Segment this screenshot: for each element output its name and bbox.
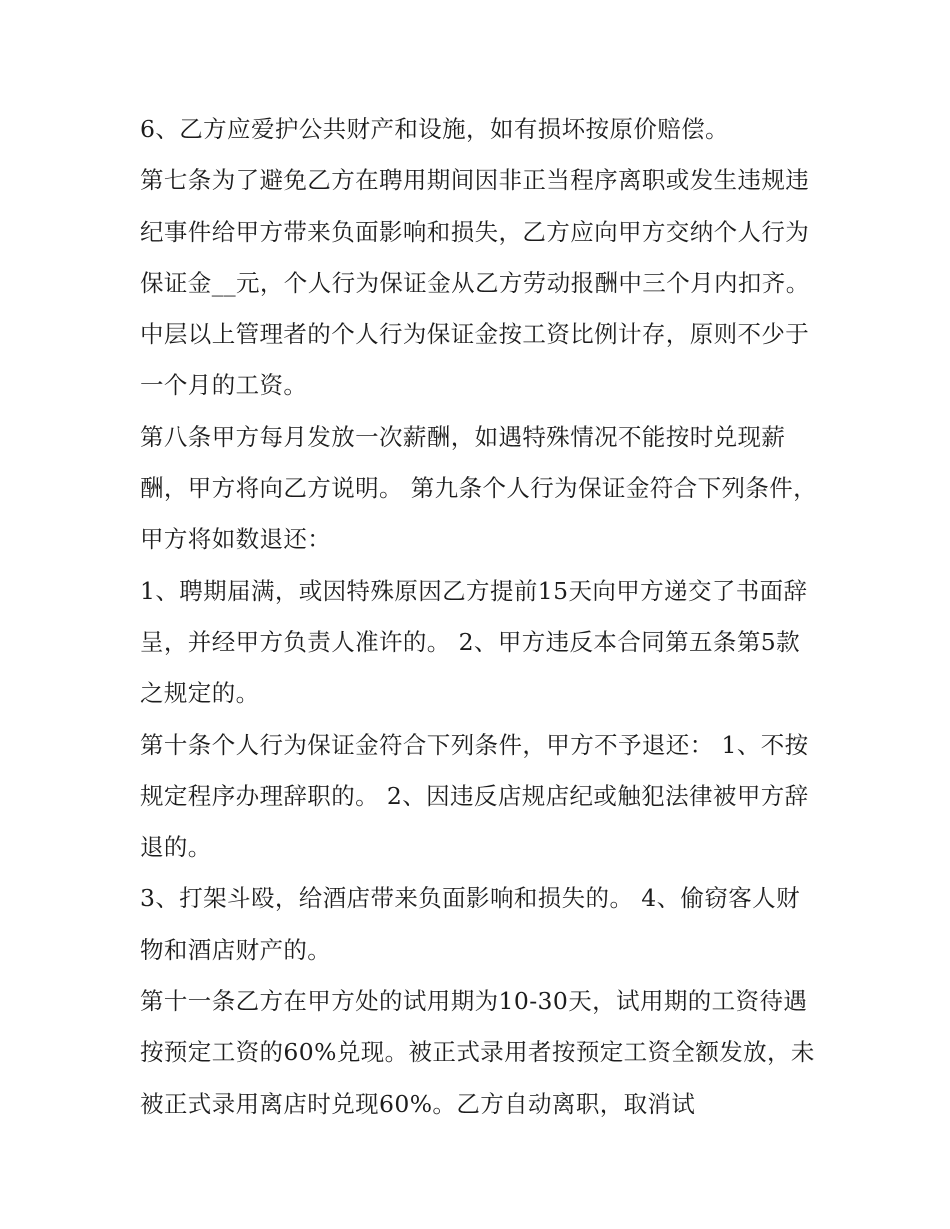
paragraph-article-10: 第十条个人行为保证金符合下列条件，甲方不予退还： 1、不按规定程序办理辞职的。 2、因违反店规店纪或触犯法律被甲方辞退的。 (140, 730, 809, 862)
paragraph-clause-6: 6、乙方应爱护公共财产和设施，如有损坏按原价赔偿。 (140, 115, 729, 143)
paragraph-article-7: 第七条为了避免乙方在聘用期间因非正当程序离职或发生违规违纪事件给甲方带来负面影响和损失，乙方应向甲方交纳个人行为保证金__元，个人行为保证金从乙方劳动报酬中三个月内扣齐。中层以上管理者的个人行为保证金按工资比例计存，原则不少于一个月的工资。 (140, 166, 810, 400)
paragraph-article-9-items: 1、聘期届满，或因特殊原因乙方提前15天向甲方递交了书面辞呈，并经甲方负责人准许的。 2、甲方违反本合同第五条第5款之规定的。 (140, 576, 808, 708)
paragraph-article-10-items: 3、打架斗殴，给酒店带来负面影响和损失的。 4、偷窃客人财物和酒店财产的。 (140, 884, 800, 964)
document-body (140, 104, 820, 1130)
paragraph-article-11: 第十一条乙方在甲方处的试用期为10-30天，试用期的工资待遇按预定工资的60%兑现。被正式录用者按预定工资全额发放，未被正式录用离店时兑现60%。乙方自动离职，取消试 (140, 987, 815, 1118)
paragraph-article-8-9: 第八条甲方每月发放一次薪酬，如遇特殊情况不能按时兑现薪酬，甲方将向乙方说明。 第九条个人行为保证金符合下列条件，甲方将如数退还： (140, 422, 818, 554)
